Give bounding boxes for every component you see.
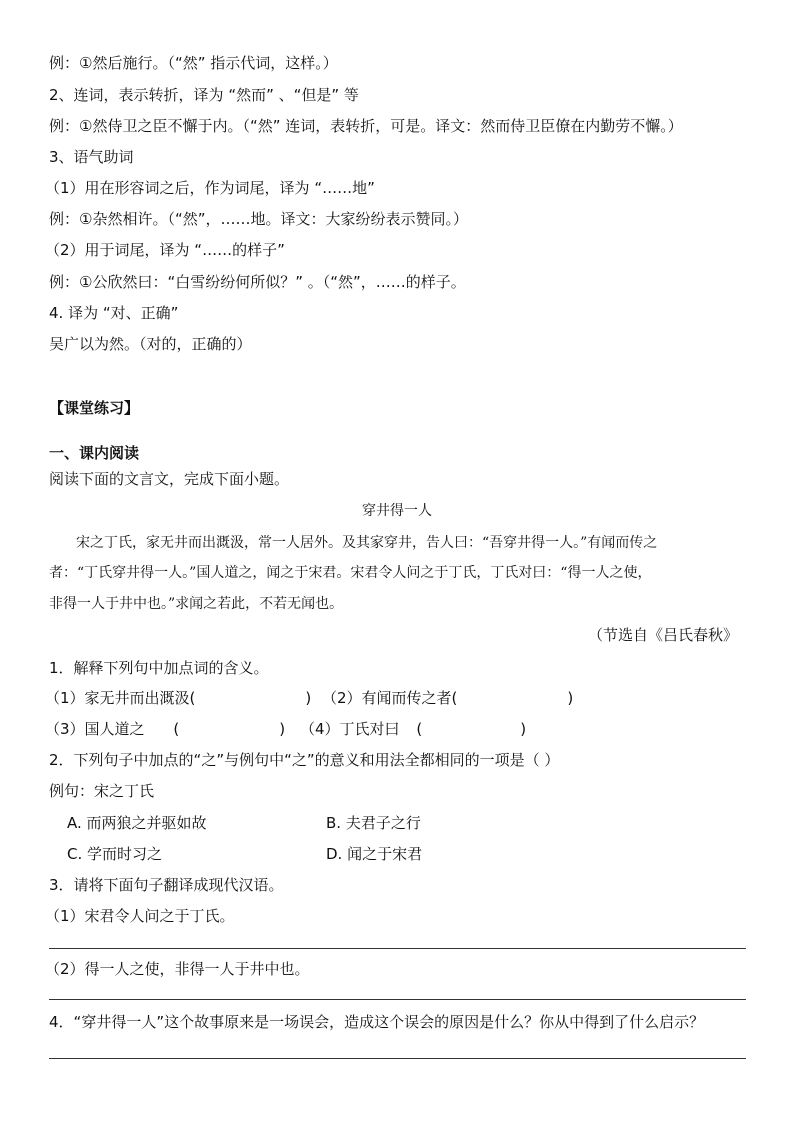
question-4: 4．“穿井得一人”这个故事原来是一场误会，造成这个误会的原因是什么？你从中得到了什么启示？ [49,1013,705,1031]
text-line: 4. 译为 “对、正确” [49,304,179,322]
text-line: 吴广以为然。（对的，正确的） [49,335,252,353]
practice-header: 【课堂练习】 [49,399,140,417]
text-line: 3、语气助词 [49,148,134,166]
question-3: 3．请将下面句子翻译成现代汉语。 [49,876,284,894]
q2-option-b[interactable]: B. 夫君子之行 [326,814,421,832]
passage-line: 非得一人于井中也。”求闻之若此，不若无闻也。 [49,596,344,612]
q1-item-1 [45,688,311,708]
q1-item-2 [322,688,573,708]
passage-line: 者：“丁氏穿井得一人。”国人道之，闻之于宋君。宋君令人问之于丁氏，丁氏对曰：“得一人之使， [49,565,652,581]
q2-example: 例句：宋之丁氏 [49,782,155,800]
q2-option-a[interactable]: A. 而两狼之并驱如故 [67,814,207,832]
q1-close: ) [305,689,312,707]
text-line: （2）用于词尾，译为 “……的样子” [45,241,285,259]
q1-item-4-text: （4）丁氏对曰 [300,720,400,738]
q1-item-2-text: （2）有闻而传之者( [322,689,458,707]
q1-item-4 [300,719,526,739]
q3-sentence-1: （1）宋君令人问之于丁氏。 [45,907,235,925]
section-title: 一、课内阅读 [49,444,140,462]
instruction: 阅读下面的文言文，完成下面小题。 [49,470,290,488]
text-line: （1）用在形容词之后，作为词尾，译为 “……地” [45,179,375,197]
q2-option-d[interactable]: D. 闻之于宋君 [326,845,423,863]
q1-item-3 [45,719,285,739]
q1-close: ) [279,720,286,738]
text-line: 2、连词，表示转折，译为 “然而” 、“但是” 等 [49,86,359,104]
text-line: 例：①公欣然曰：“白雪纷纷何所似？” 。（“然”，……的样子。 [49,273,466,291]
passage-title: 穿井得一人 [362,503,432,519]
q1-open: ( [173,720,180,738]
q1-item-1-text: （1）家无井而出溉汲( [45,689,196,707]
text-line: 例：①杂然相许。（“然”，……地。译文：大家纷纷表示赞同。） [49,210,468,228]
q1-close: ) [567,689,574,707]
q1-open: ( [416,720,423,738]
passage-source: （节选自《吕氏春秋》 [587,626,738,644]
question-2: 2．下列句子中加点的“之”与例句中“之”的意义和用法全都相同的一项是（ ） [49,751,560,769]
q1-item-3-text: （3）国人道之 [45,720,145,738]
text-line: 例：①然侍卫之臣不懈于内。（“然” 连词，表转折，可是。译文：然而侍卫臣僚在内勤劳不懈。） [49,117,683,135]
answer-line[interactable] [49,948,746,949]
answer-line[interactable] [49,999,746,1000]
answer-line[interactable] [49,1058,746,1059]
question-1: 1．解释下列句中加点词的含义。 [49,659,269,677]
text-line: 例：①然后施行。（“然” 指示代词，这样。） [49,54,338,72]
q1-close: ) [520,720,527,738]
passage-line: 宋之丁氏，家无井而出溉汲，常一人居外。及其家穿井，告人曰：“吾穿井得一人。”有闻而传之 [76,535,658,551]
q3-sentence-2: （2）得一人之使，非得一人于井中也。 [45,960,310,978]
q2-option-c[interactable]: C. 学而时习之 [67,845,163,863]
